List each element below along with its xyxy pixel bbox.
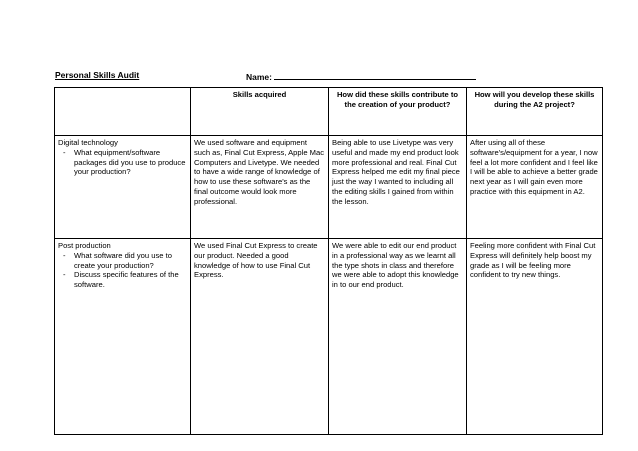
name-label: Name: (246, 72, 272, 82)
name-field (246, 70, 476, 82)
row-label-cell (55, 136, 191, 239)
skills-audit-table (54, 87, 603, 435)
contribution-cell: We were able to edit our end product in a professional way as we learnt all the type shots in class and therefore we were able to adopt this knowledge in to our end product. (329, 239, 467, 435)
name-blank-line (274, 70, 476, 80)
list-item: - What equipment/software packages did you use to produce your production? (63, 147, 186, 177)
document-title: Personal Skills Audit (55, 70, 140, 80)
table-row (55, 239, 603, 435)
column-header-contribution: How did these skills contribute to the creation of your product? (329, 88, 467, 136)
development-cell: Feeling more confident with Final Cut Express will definitely help boost my grade as I will be feeling more confident to try new things. (467, 239, 603, 435)
row-label: Digital technology (58, 138, 118, 147)
skills-cell: We used Final Cut Express to create our product. Needed a good knowledge of how to use Final Cut Express. (191, 239, 329, 435)
list-item: - What software did you use to create your production? (63, 250, 172, 270)
column-header-blank (55, 88, 191, 136)
table-header-row (55, 88, 603, 136)
row-label: Post production (58, 241, 111, 250)
development-cell: After using all of these software's/equipment for a year, I now feel a lot more confident and I feel like I will be able to achieve a better grade next year as I will gain even more practice with this equipment in A2. (467, 136, 603, 239)
contribution-cell: Being able to use Livetype was very useful and made my end product look more professional and real. Final Cut Express helped me edit my final piece just the way I wanted to including all the editing skills I gained from within the lesson. (329, 136, 467, 239)
skills-cell: We used software and equipment such as, Final Cut Express, Apple Mac Computers and Livetype. We needed to have a wide range of knowledge of how to use these software's as the final outcome would look more professional. (191, 136, 329, 239)
column-header-skills: Skills acquired (191, 88, 329, 136)
row-sub-list (58, 148, 187, 177)
list-item: - Discuss specific features of the software. (63, 270, 179, 290)
row-sub-list (58, 251, 187, 290)
column-header-development: How will you develop these skills during the A2 project? (467, 88, 603, 136)
row-label-cell (55, 239, 191, 435)
table-row (55, 136, 603, 239)
